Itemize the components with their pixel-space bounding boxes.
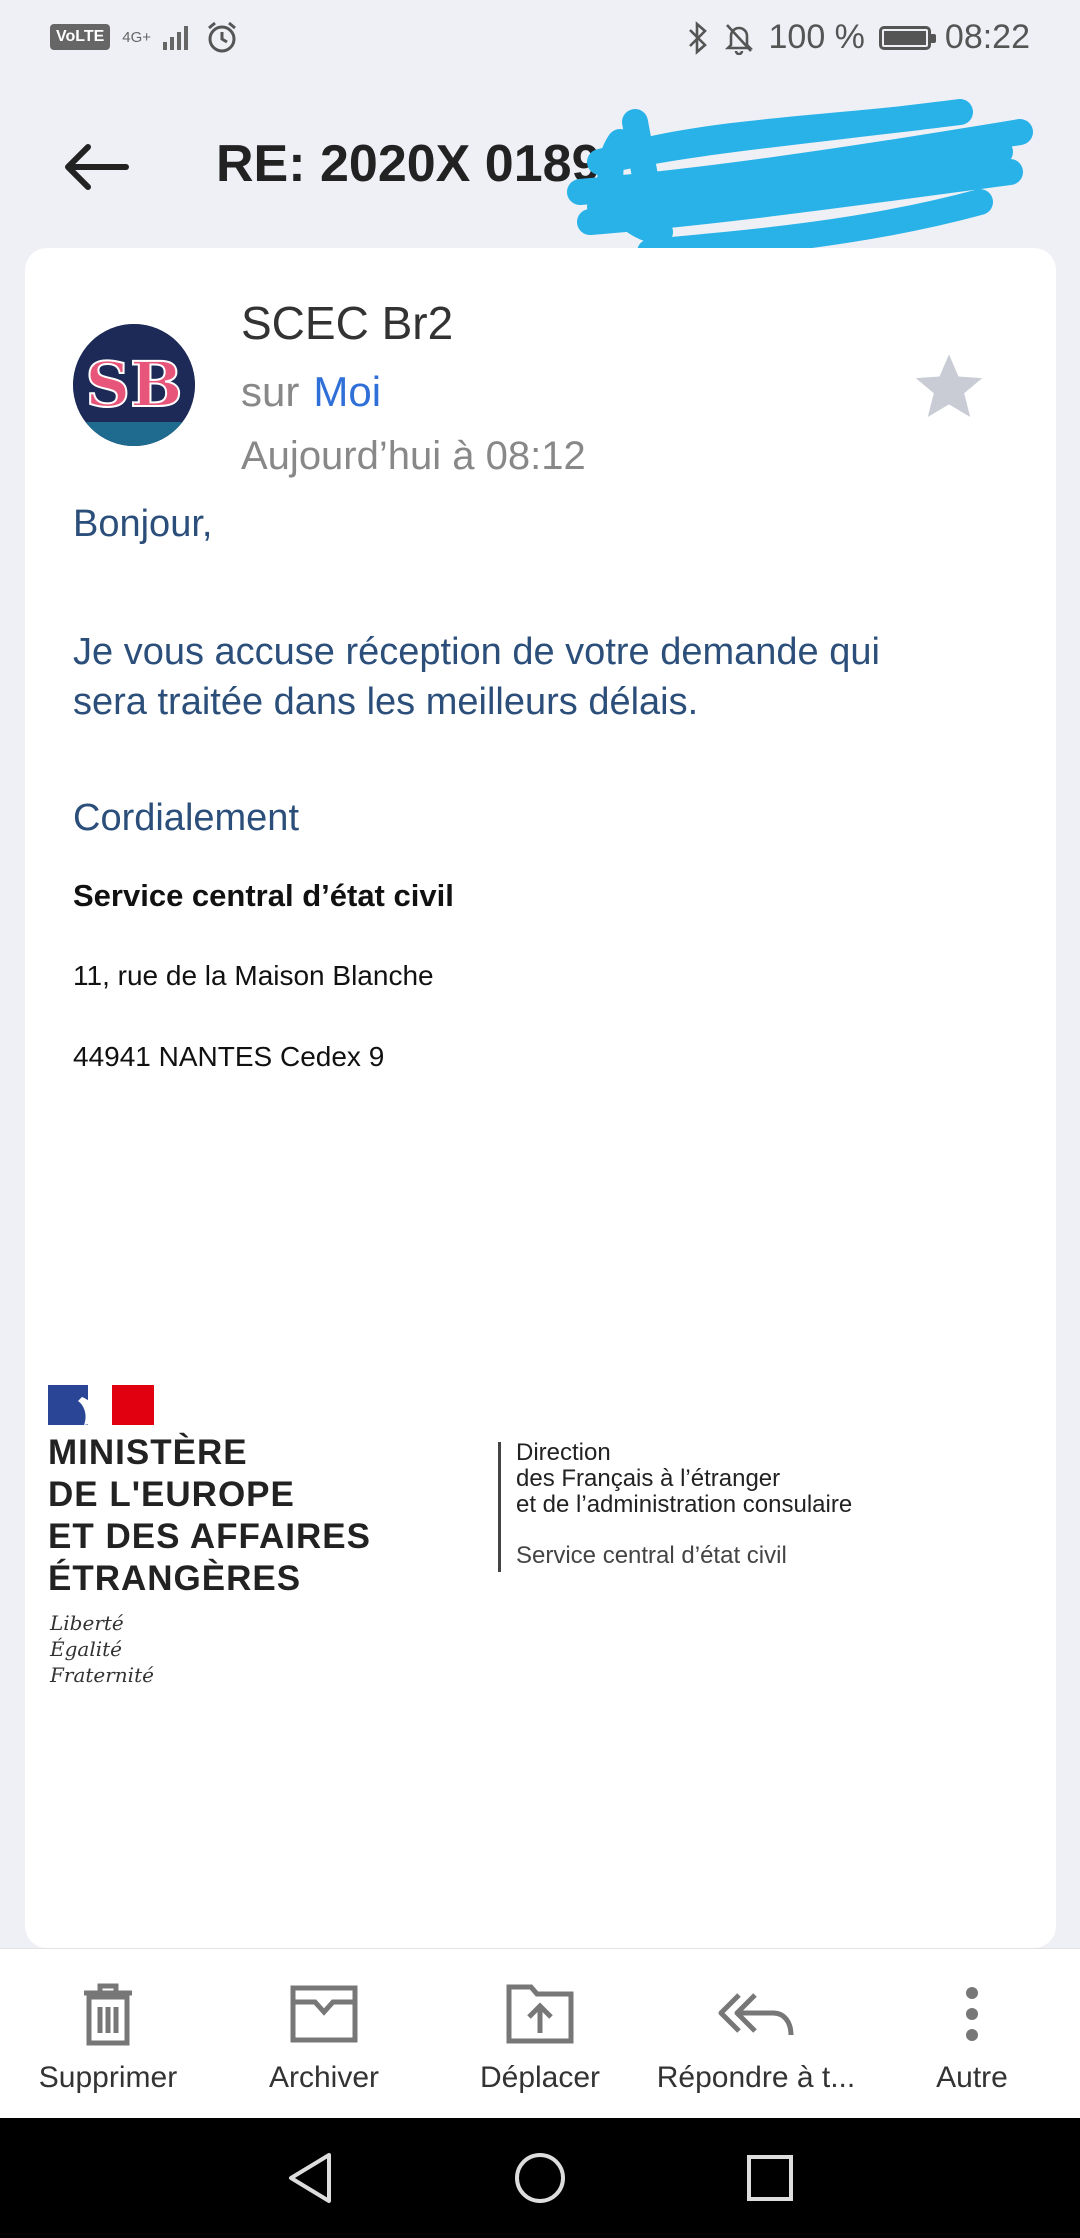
- signature-service: Service central d’état civil: [73, 878, 454, 913]
- direction-service: Service central d’état civil: [516, 1542, 787, 1569]
- nav-recents-button[interactable]: [740, 2148, 800, 2208]
- nav-recents-icon: [745, 2153, 795, 2203]
- recipient-line: [241, 368, 381, 416]
- star-icon[interactable]: [911, 348, 987, 424]
- archive-icon: [216, 1979, 432, 2049]
- direction-line-2: des Français à l’étranger: [516, 1465, 781, 1492]
- top-app-bar: [0, 82, 1080, 250]
- delete-label: Supprimer: [38, 2061, 178, 2094]
- message-card: [25, 248, 1056, 1948]
- delete-button[interactable]: [0, 1949, 216, 2119]
- motto-3: Fraternité: [50, 1663, 154, 1687]
- ministry-line-2: DE L'EUROPE: [48, 1475, 295, 1514]
- avatar-initials: SB: [85, 348, 183, 421]
- ministry-line-4: ÉTRANGÈRES: [48, 1559, 302, 1598]
- direction-line-1: Direction: [516, 1439, 611, 1466]
- alarm-icon: [205, 20, 239, 54]
- battery-fill: [884, 31, 926, 45]
- archive-button[interactable]: [216, 1949, 432, 2119]
- clock: 08:22: [944, 18, 1030, 56]
- nav-back-icon: [285, 2151, 335, 2205]
- system-nav-bar: [0, 2118, 1080, 2238]
- action-bar: [0, 1948, 1080, 2119]
- network-type: 4G+: [122, 28, 152, 46]
- volte-badge: VoLTE: [50, 24, 110, 50]
- body-line-1: Je vous accuse réception de votre demande qui: [73, 631, 880, 673]
- closing: Cordialement: [73, 797, 299, 839]
- motto-2: Égalité: [50, 1637, 122, 1661]
- logo-divider: [498, 1442, 501, 1572]
- avatar[interactable]: [73, 324, 195, 446]
- signal-icon: [163, 24, 193, 50]
- signature-city: 44941 NANTES Cedex 9: [73, 1041, 385, 1072]
- email-subject: RE: 2020X 0189: [216, 135, 601, 193]
- direction-text: [516, 1440, 852, 1518]
- battery-percent: 100 %: [768, 18, 865, 56]
- more-button[interactable]: [864, 1949, 1080, 2119]
- recipient-prefix: sur: [241, 368, 300, 415]
- reply-all-icon: [648, 1979, 864, 2049]
- ministry-name: [48, 1432, 371, 1600]
- bluetooth-icon: [687, 21, 709, 55]
- motto-1: Liberté: [50, 1611, 124, 1635]
- archive-label: Archiver: [268, 2061, 380, 2094]
- more-label: Autre: [936, 2061, 1008, 2094]
- republic-flag-logo: [48, 1385, 154, 1425]
- status-bar: [0, 0, 1080, 82]
- nav-home-icon: [513, 2151, 567, 2205]
- ministry-line-3: ET DES AFFAIRES: [48, 1517, 371, 1556]
- back-button[interactable]: [55, 132, 135, 202]
- recipient-name[interactable]: Moi: [313, 368, 382, 415]
- nav-home-button[interactable]: [510, 2148, 570, 2208]
- redaction-scribble: [540, 82, 1040, 272]
- trash-icon: [0, 1979, 216, 2049]
- reply-all-label: Répondre à t...: [656, 2061, 856, 2094]
- body-line-2: sera traitée dans les meilleurs délais.: [73, 681, 699, 723]
- arrow-left-icon: [60, 142, 130, 192]
- move-button[interactable]: [432, 1949, 648, 2119]
- greeting: Bonjour,: [73, 503, 213, 545]
- move-label: Déplacer: [479, 2061, 601, 2094]
- more-vertical-icon: [864, 1979, 1080, 2049]
- national-motto: [50, 1610, 154, 1688]
- status-right: [687, 18, 1031, 57]
- avatar-graphic: [73, 324, 195, 446]
- reply-all-button[interactable]: [648, 1949, 864, 2119]
- sender-name[interactable]: SCEC Br2: [241, 297, 454, 349]
- ministry-line-1: MINISTÈRE: [48, 1433, 248, 1472]
- message-date: Aujourd’hui à 08:12: [241, 434, 586, 478]
- direction-line-3: et de l’administration consulaire: [516, 1491, 853, 1518]
- notifications-off-icon: [723, 21, 755, 55]
- status-left: [50, 20, 239, 54]
- battery-icon: [879, 26, 931, 50]
- signature-address: 11, rue de la Maison Blanche: [73, 960, 434, 991]
- nav-back-button[interactable]: [280, 2148, 340, 2208]
- move-folder-icon: [432, 1979, 648, 2049]
